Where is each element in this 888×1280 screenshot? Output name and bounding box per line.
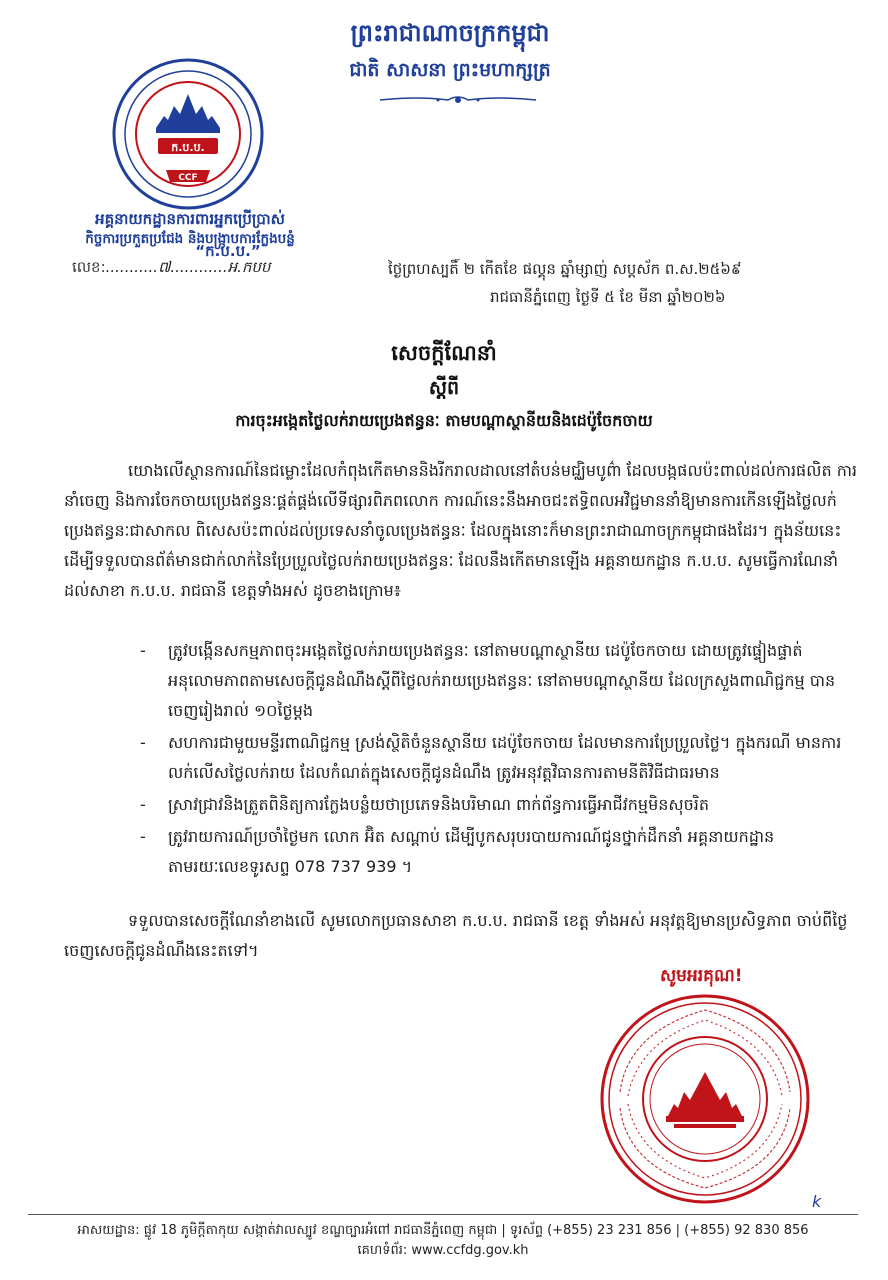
reference-number [72, 258, 270, 280]
closing-paragraph [64, 906, 858, 966]
list-item: - ត្រូវបង្កើនសកម្មភាពចុះអង្កេតថ្លៃលក់រាយប្រេងឥន្ធនៈ នៅតាមបណ្តាស្ថានីយ ដេប៉ូចែកចាយ ដោយត្រូវផ្ទៀងផ្ទាត់អនុលោមភាពតាមសេចក្តីជូនដំណឹងស្តីពីថ្លៃលក់រាយប្រេងឥន្ធនៈ នៅតាមបណ្តាស្ថានីយ ដែលក្រសួងពាណិជ្ជកម្ម បានចេញរៀងរាល់ ១០ថ្ងៃម្តង [140, 641, 836, 720]
list-item-text: ត្រូវរាយការណ៍ប្រចាំថ្ងៃមក លោក អ៊ិត សណ្តាប់ ដើម្បីបូកសរុបរបាយការណ៍ជូនថ្នាក់ដឹកនាំ អគ្គនាយកដ្ឋាន តាមរយៈលេខទូរសព្ទ 078 737 939 ។ [168, 827, 775, 876]
ornament-divider [378, 94, 538, 106]
document-title: សេចក្តីណែនាំ [391, 341, 497, 365]
lunar-date: ថ្ងៃព្រហស្បតិ៍ ២ កើតខែ ផល្គុន ឆ្នាំម្សាញ់ សប្តស័ក ព.ស.២៥៦៩ [388, 260, 742, 278]
reference-value: ...........៧............អ.កបប [105, 258, 271, 276]
solar-date: រាជធានីភ្នំពេញ ថ្ងៃទី ៥ ខែ មីនា ឆ្នាំ២០២៦ [490, 288, 726, 306]
ccf-logo [112, 58, 264, 210]
footer-divider [28, 1214, 858, 1215]
thanks-text: សូមអរគុណ! [660, 966, 743, 986]
reference-label: លេខ: [72, 258, 106, 276]
intro-text: យោងលើស្ថានការណ៍នៃជម្លោះដែលកំពុងកើតមាននិងរីករាលដាលនៅតំបន់មជ្ឈិមបូព៌ា ដែលបង្កផលប៉ះពាល់ដល់ការផលិត ការនាំចេញ និងការចែកចាយប្រេងឥន្ធនៈផ្គត់ផ្គង់លើទីផ្សារពិភពលោក ការណ៍នេះនឹងអាចជះឥទ្ធិពលអវិជ្ជមាននាំឱ្យមានការកើនឡើងថ្លៃលក់ប្រេងឥន្ធនៈជាសាកល ពិសេសប៉ះពាល់ដល់ប្រទេសនាំចូលប្រេងឥន្ធនៈ ដែលក្នុងនោះក៏មានព្រះរាជាណាចក្រកម្ពុជាផងដែរ។ ក្នុងន័យនេះ ដើម្បីទទួលបានព័ត៌មានជាក់លាក់នៃប្រែប្រួលថ្លៃលក់រាយប្រេងឥន្ធនៈ ដែលនឹងកើតមានឡើង អគ្គនាយកដ្ឋាន ក.ប.ប. សូមធ្វើការណែនាំដល់សាខា ក.ប.ប. រាជធានី ខេត្តទាំងអស់ ដូចខាងក្រោម៖ [64, 461, 857, 600]
list-item-text: ស្រាវជ្រាវនិងត្រួតពិនិត្យការក្លែងបន្លំយថាប្រភេទនិងបរិមាណ ពាក់ព័ន្ធការធ្វើអាជីវកម្មមិនសុចរិត [168, 795, 710, 814]
intro-paragraph [64, 456, 858, 606]
org-line-2: កិច្ចការប្រកួតប្រជែង និងបង្ក្រាបការក្លែងបន្លំ [85, 231, 295, 247]
list-item: - សហការជាមួយមន្ទីរពាណិជ្ជកម្ម ស្រង់ស្ថិតិចំនួនស្ថានីយ ដេប៉ូចែកចាយ ដែលមានការប្រែប្រួលថ្លៃ។ ក្នុងករណី មានការលក់លើសថ្លៃលក់រាយ ដែលកំណត់ក្នុងសេចក្តីជូនដំណឹង ត្រូវអនុវត្តវិធានការតាមនីតិវិធីជាធរមាន [140, 733, 842, 782]
logo-text-bottom: CCF [178, 173, 198, 183]
instruction-list [140, 636, 858, 884]
footer-website: គេហទំព័រ: www.ccfdg.gov.kh [357, 1243, 529, 1258]
nation-line-2: ជាតិ សាសនា ព្រះមហាក្សត្រ [349, 59, 551, 81]
official-seal [598, 992, 812, 1206]
org-line-3: “ក.ប.ប.” [195, 242, 261, 260]
document-subject: ការចុះអង្កេតថ្លៃលក់រាយប្រេងឥន្ធនៈ តាមបណ្តាស្ថានីយនិងដេប៉ូចែកចាយ [235, 411, 653, 430]
list-item: - ស្រាវជ្រាវនិងត្រួតពិនិត្យការក្លែងបន្លំយថាប្រភេទនិងបរិមាណ ពាក់ព័ន្ធការធ្វើអាជីវកម្មមិនសុចរិត [140, 795, 710, 814]
list-item-text: សហការជាមួយមន្ទីរពាណិជ្ជកម្ម ស្រង់ស្ថិតិចំនួនស្ថានីយ ដេប៉ូចែកចាយ ដែលមានការប្រែប្រួលថ្លៃ។ ក្នុងករណី មានការលក់លើសថ្លៃលក់រាយ ដែលកំណត់ក្នុងសេចក្តីជូនដំណឹង ត្រូវអនុវត្តវិធានការតាមនីតិវិធីជាធរមាន [168, 733, 842, 782]
org-line-1: អគ្គនាយកដ្ឋានការពារអ្នកប្រើប្រាស់ [95, 210, 285, 228]
list-item-text: ត្រូវបង្កើនសកម្មភាពចុះអង្កេតថ្លៃលក់រាយប្រេងឥន្ធនៈ នៅតាមបណ្តាស្ថានីយ ដេប៉ូចែកចាយ ដោយត្រូវផ្ទៀងផ្ទាត់អនុលោមភាពតាមសេចក្តីជូនដំណឹងស្តីពីថ្លៃលក់រាយប្រេងឥន្ធនៈ នៅតាមបណ្តាស្ថានីយ ដែលក្រសួងពាណិជ្ជកម្ម បានចេញរៀងរាល់ ១០ថ្ងៃម្តង [168, 641, 836, 720]
footer-address: អាសយដ្ឋាន: ផ្លូវ 18 ភូមិក្តីតាកុយ សង្កាត់វាលស្បូវ ខណ្ឌច្បារអំពៅ រាជធានីភ្នំពេញ កម្ពុជា | ទូរស័ព្ទ (+855) 23 231 856 | (+855) 92 830 856 [77, 1223, 809, 1238]
list-item: - ត្រូវរាយការណ៍ប្រចាំថ្ងៃមក លោក អ៊ិត សណ្តាប់ ដើម្បីបូកសរុបរបាយការណ៍ជូនថ្នាក់ដឹកនាំ អគ្គនាយកដ្ឋាន តាមរយៈលេខទូរសព្ទ 078 737 939 ។ [140, 827, 775, 876]
nation-line-1: ព្រះរាជាណាចក្រកម្ពុជា [350, 19, 550, 47]
document-about: ស្តីពី [428, 377, 460, 399]
initial-mark: k [812, 1192, 822, 1211]
closing-text: ទទួលបានសេចក្តីណែនាំខាងលើ សូមលោកប្រធានសាខា ក.ប.ប. រាជធានី ខេត្ត ទាំងអស់ អនុវត្តឱ្យមានប្រសិទ្ធភាព ចាប់ពីថ្ងៃចេញសេចក្តីជូនដំណឹងនេះតទៅ។ [64, 911, 848, 960]
logo-text-top: ក.ប.ប. [171, 141, 205, 154]
